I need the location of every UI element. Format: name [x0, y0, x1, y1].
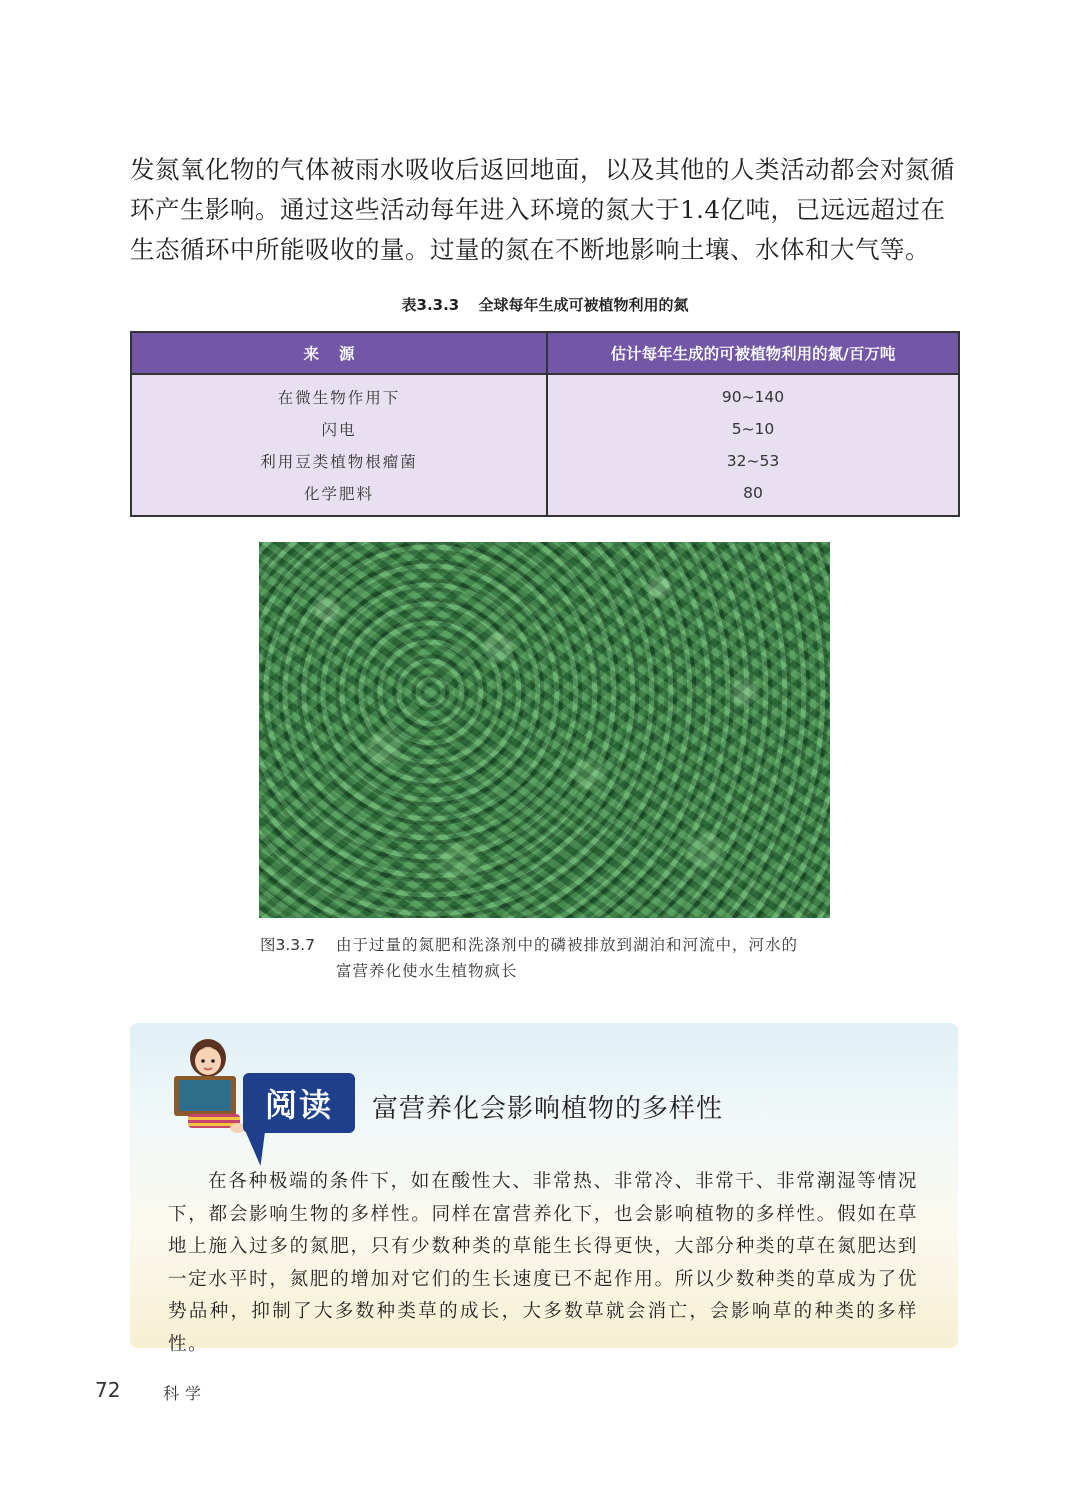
reading-text: 在各种极端的条件下，如在酸性大、非常热、非常冷、非常干、非常潮湿等情况下，都会影响生物的多样性。同样在富营养化下，也会影响植物的多样性。假如在草地上施入过多的氮肥，只有少数种类的草能生长得更快，大部分种类的草在氮肥达到一定水平时，氮肥的增加对它们的生长速度已不起作用。所以少数种类的草成为了优势品种，抑制了大多数种类草的成长，大多数草就会消亡，会影响草的种类的多样性。: [168, 1171, 918, 1355]
girl-reading-mascot-icon: [168, 1036, 248, 1136]
table-header-source: 来源: [131, 332, 547, 374]
figure-caption: [260, 932, 860, 984]
table-header-row: [131, 332, 959, 374]
table-caption-number: 表3.3.3: [401, 296, 460, 314]
table-cell-source: 在微生物作用下: [131, 374, 547, 413]
page-number: 72: [95, 1378, 121, 1402]
table-row: [131, 374, 959, 413]
subject-label: 科学: [163, 1384, 208, 1403]
figure-label: 图3.3.7: [260, 936, 315, 954]
table-cell-value: 90~140: [547, 374, 959, 413]
table-caption-title: 全球每年生成可被植物利用的氮: [478, 296, 689, 314]
table-row: [131, 413, 959, 445]
table-cell-source: 利用豆类植物根瘤菌: [131, 445, 547, 477]
nitrogen-table: [130, 331, 960, 517]
figure-caption-line1: 由于过量的氮肥和洗涤剂中的磷被排放到湖泊和河流中，河水的: [336, 936, 799, 954]
reading-badge: 阅读: [243, 1073, 355, 1133]
table-cell-source: 化学肥料: [131, 477, 547, 516]
reading-title: 富营养化会影响植物的多样性: [372, 1094, 724, 1124]
table-caption: [130, 294, 960, 315]
table-row: [131, 445, 959, 477]
water-plants-photo: [259, 542, 830, 918]
table-cell-value: 5~10: [547, 413, 959, 445]
intro-paragraph: 发氮氧化物的气体被雨水吸收后返回地面，以及其他的人类活动都会对氮循环产生影响。通过这些活动每年进入环境的氮大于1.4亿吨，已远远超过在生态循环中所能吸收的量。过量的氮在不断地影响土壤、水体和大气等。: [130, 155, 955, 264]
table-cell-value: 80: [547, 477, 959, 516]
table-cell-value: 32~53: [547, 445, 959, 477]
table-header-estimate: 估计每年生成的可被植物利用的氮/百万吨: [547, 332, 959, 374]
table-row: [131, 477, 959, 516]
figure-caption-line2: 富营养化使水生植物疯长: [336, 962, 518, 980]
table-cell-source: 闪电: [131, 413, 547, 445]
